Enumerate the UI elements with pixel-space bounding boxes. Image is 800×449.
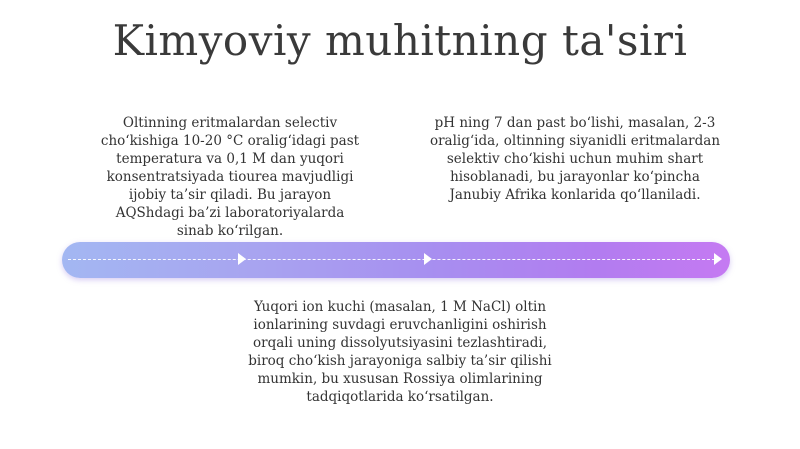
text-line: Yuqori ion kuchi (masalan, 1 M NaCl) oltin	[253, 299, 547, 315]
text-line: Janubiy Afrika konlarida qo‘llaniladi.	[449, 187, 701, 203]
timeline-dashed-line	[68, 259, 720, 260]
text-line: biroq cho‘kish jarayoniga salbiy ta’sir qilishi	[248, 353, 552, 369]
text-line: konsentratsiyada tiourea mavjudligi	[106, 169, 354, 185]
text-line: cho‘kishiga 10-20 °C oralig‘idagi past	[100, 133, 360, 149]
text-block-bottom	[230, 298, 570, 406]
text-line: orqali uning dissolyutsiyasini tezlashtiradi,	[252, 335, 548, 351]
text-block-right	[410, 114, 740, 204]
text-line: mumkin, bu xususan Rossiya olimlarining	[257, 371, 543, 387]
text-line: temperatura va 0,1 M dan yuqori	[116, 151, 344, 167]
slide-title: Kimyoviy muhitning ta'siri	[112, 16, 688, 65]
text-line: oralig‘ida, oltinning siyanidli eritmalardan	[429, 133, 721, 149]
text-line: hisoblanadi, bu jarayonlar ko‘pincha	[450, 169, 700, 185]
text-line: sinab ko‘rilgan.	[176, 223, 284, 239]
text-line: tadqiqotlarida ko‘rsatilgan.	[306, 389, 494, 405]
timeline-arrow-icon	[238, 253, 246, 265]
timeline-arrow-icon	[714, 253, 722, 265]
text-line: pH ning 7 dan past bo‘lishi, masalan, 2-3	[434, 115, 716, 131]
text-line: ionlarining suvdagi eruvchanligini oshirish	[253, 317, 547, 333]
text-block-left	[80, 114, 380, 240]
timeline-bar	[62, 242, 730, 278]
text-line: ijobiy ta’sir qiladi. Bu jarayon	[128, 187, 332, 203]
text-line: Oltinning eritmalardan selectiv	[122, 115, 338, 131]
timeline-arrow-icon	[424, 253, 432, 265]
text-line: AQShdagi ba’zi laboratoriyalarda	[115, 205, 345, 221]
text-line: selektiv cho‘kishi uchun muhim shart	[446, 151, 704, 167]
